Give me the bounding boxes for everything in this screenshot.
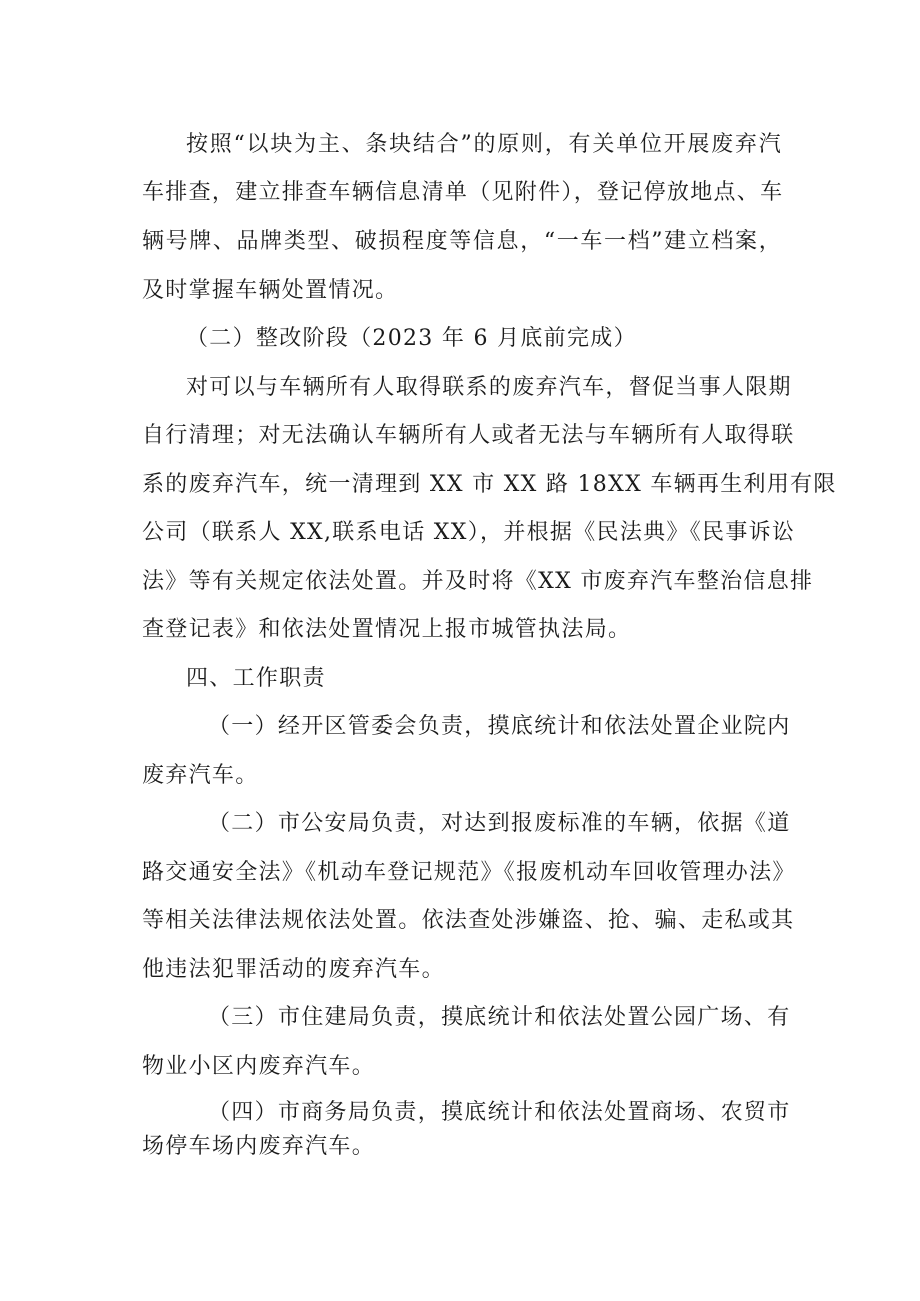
text-line: （二）市公安局负责，对达到报废标准的车辆，依据《道: [208, 811, 791, 836]
section-heading: 四、工作职责: [186, 666, 326, 691]
text-line: 路交通安全法》《机动车登记规范》《报废机动车回收管理办法》: [142, 860, 796, 885]
text-line: 及时掌握车辆处置情况。: [142, 278, 399, 303]
text-line: 公司（联系人 XX,联系电话 XX），并根据《民法典》《民事诉讼: [142, 520, 796, 545]
section-heading: （二）整改阶段（2023 年 6 月底前完成）: [186, 326, 637, 351]
text-line: 他违法犯罪活动的废弃汽车。: [142, 957, 445, 982]
text-line: 按照“以块为主、条块结合”的原则，有关单位开展废弃汽: [186, 132, 782, 157]
text-line: 等相关法律法规依法处置。依法查处涉嫌盗、抢、骗、走私或其: [142, 908, 795, 933]
text-line: 场停车场内废弃汽车。: [142, 1134, 376, 1159]
text-line: 废弃汽车。: [142, 763, 259, 788]
text-line: 物业小区内废弃汽车。: [142, 1054, 376, 1079]
text-line: 辆号牌、品牌类型、破损程度等信息，“一车一档”建立档案，: [142, 229, 782, 254]
text-line: 自行清理；对无法确认车辆所有人或者无法与车辆所有人取得联: [142, 423, 795, 448]
text-line: 车排查，建立排查车辆信息清单（见附件），登记停放地点、车: [142, 180, 784, 205]
text-line: 法》等有关规定依法处置。并及时将《XX 市废弃汽车整治信息排: [142, 569, 814, 594]
text-line: 对可以与车辆所有人取得联系的废弃汽车，督促当事人限期: [186, 375, 792, 400]
text-line: （四）市商务局负责，摸底统计和依法处置商场、农贸市: [208, 1100, 791, 1125]
text-line: （一）经开区管委会负责，摸底统计和依法处置企业院内: [208, 714, 791, 739]
text-line: （三）市住建局负责，摸底统计和依法处置公园广场、有: [208, 1005, 791, 1030]
text-line: 查登记表》和依法处置情况上报市城管执法局。: [142, 617, 632, 642]
text-line: 系的废弃汽车，统一清理到 XX 市 XX 路 18XX 车辆再生利用有限: [142, 472, 837, 497]
